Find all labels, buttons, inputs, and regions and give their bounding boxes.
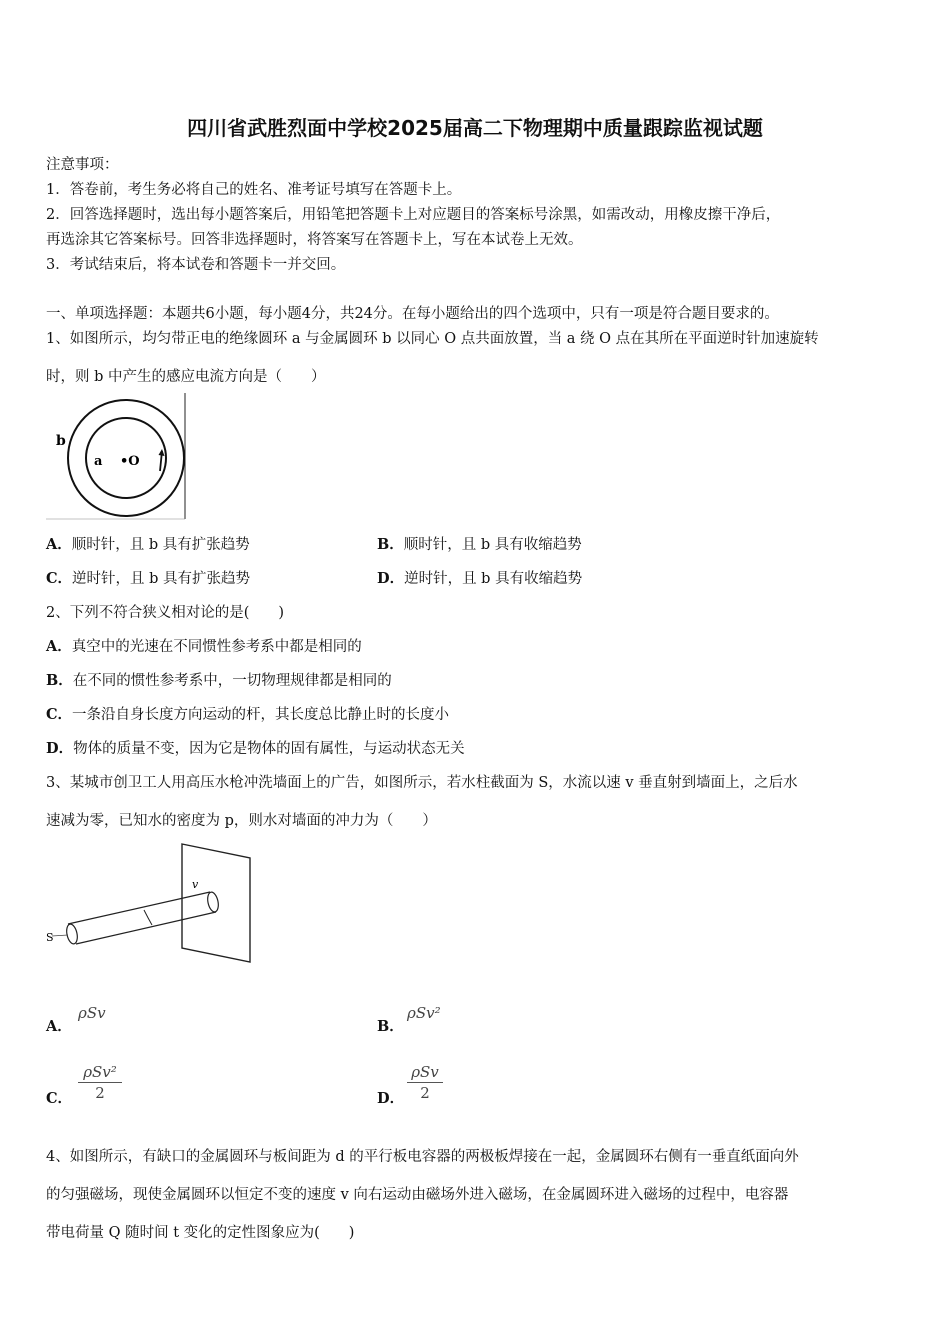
q3-option-c-denominator: 2	[78, 1082, 122, 1102]
notice-heading: 注意事项：	[46, 157, 119, 173]
label-v: v	[192, 878, 199, 891]
section-heading: 一、单项选择题：本题共6小题，每小题4分，共24分。在每小题给出的四个选项中，只有一项是符合题目要求的。	[46, 306, 779, 322]
q3-option-c-fraction	[78, 1063, 122, 1102]
q2-option-d-text: 物体的质量不变，因为它是物体的固有属性，与运动状态无关	[73, 741, 465, 757]
label-o: •O	[120, 454, 140, 469]
notice-item-1: 1．答卷前，考生务必将自己的姓名、准考证号填写在答题卡上。	[46, 182, 462, 198]
page-title: 四川省武胜烈面中学校2025届高二下物理期中质量跟踪监视试题	[187, 116, 763, 140]
q2-option-c[interactable]	[46, 703, 449, 724]
q4-stem-line1: 4、如图所示，有缺口的金属圆环与板间距为 d 的平行板电容器的两极板焊接在一起，金属圆环右侧有一垂直纸面向外	[46, 1149, 799, 1165]
q1-option-c-text: 逆时针，且 b 具有扩张趋势	[72, 571, 251, 587]
q2-option-a-label: A．	[46, 638, 72, 655]
q1-option-d-label: D．	[377, 570, 405, 587]
notice-item-2: 2．回答选择题时，选出每小题答案后，用铅笔把答题卡上对应题目的答案标号涂黑，如需改动，用橡皮擦干净后，	[46, 207, 781, 223]
q1-stem-line1: 1、如图所示，均匀带正电的绝缘圆环 a 与金属圆环 b 以同心 O 点共面放置，当 a 绕 O 点在其所在平面逆时针加速旋转	[46, 331, 819, 347]
q3-option-b-formula: ρSv²	[407, 1004, 441, 1022]
notice-item-3: 3．考试结束后，将本试卷和答题卡一并交回。	[46, 257, 346, 273]
q3-option-d[interactable]	[377, 1087, 404, 1108]
q3-option-c-numerator: ρSv²	[83, 1063, 117, 1081]
q2-option-a[interactable]	[46, 635, 362, 656]
q3-option-a[interactable]	[46, 1015, 72, 1036]
q3-option-a-formula: ρSv	[78, 1004, 106, 1022]
label-a: a	[94, 454, 103, 469]
q3-option-c[interactable]	[46, 1087, 72, 1108]
q1-option-b-text: 顺时针，且 b 具有收缩趋势	[403, 537, 582, 553]
q2-option-c-label: C．	[46, 706, 73, 723]
q1-option-c-label: C．	[46, 570, 73, 587]
q3-stem-line1: 3、某城市创卫工人用高压水枪冲洗墙面上的广告，如图所示，若水柱截面为 S，水流以速 v 垂直射到墙面上，之后水	[46, 775, 798, 791]
q2-option-b-label: B．	[46, 672, 73, 689]
q2-option-b-text: 在不同的惯性参考系中，一切物理规律都是相同的	[72, 673, 392, 689]
q4-stem-line2: 的匀强磁场，现使金属圆环以恒定不变的速度 v 向右运动由磁场外进入磁场，在金属圆环进入磁场的过程中，电容器	[46, 1187, 789, 1203]
q2-option-d-label: D．	[46, 740, 74, 757]
q2-option-c-text: 一条沿自身长度方向运动的杆，其长度总比静止时的长度小	[72, 707, 450, 723]
q1-option-b-label: B．	[377, 536, 404, 553]
label-s: S	[46, 931, 54, 944]
q3-option-a-label: A．	[46, 1018, 72, 1035]
label-b: b	[56, 433, 66, 449]
q3-option-b-label: B．	[377, 1018, 404, 1035]
q1-option-d-text: 逆时针，且 b 具有收缩趋势	[404, 571, 583, 587]
q4-stem-line3: 带电荷量 Q 随时间 t 变化的定性图象应为( )	[46, 1225, 355, 1241]
q3-water-jet-figure	[46, 840, 266, 968]
q1-stem-line2: 时，则 b 中产生的感应电流方向是（ ）	[46, 369, 326, 385]
q3-stem-line2: 速减为零，已知水的密度为 p，则水对墙面的冲力为（ ）	[46, 813, 437, 829]
q2-option-b[interactable]	[46, 669, 392, 690]
q3-option-b[interactable]	[377, 1015, 404, 1036]
q2-stem: 2、下列不符合狭义相对论的是( )	[46, 605, 285, 621]
q3-option-d-numerator: ρSv	[411, 1063, 439, 1081]
q3-option-c-label: C．	[46, 1090, 73, 1107]
q1-option-b[interactable]	[377, 533, 582, 554]
q1-option-d[interactable]	[377, 567, 582, 588]
q2-option-d[interactable]	[46, 737, 465, 758]
q3-option-d-label: D．	[377, 1090, 405, 1107]
q3-option-d-fraction	[407, 1063, 443, 1102]
q2-option-a-text: 真空中的光速在不同惯性参考系中都是相同的	[71, 639, 362, 655]
notice-item-2-cont: 再选涂其它答案标号。回答非选择题时，将答案写在答题卡上，写在本试卷上无效。	[46, 232, 583, 248]
q3-option-d-denominator: 2	[407, 1082, 443, 1102]
q1-option-a[interactable]	[46, 533, 250, 554]
q1-option-c[interactable]	[46, 567, 250, 588]
q1-rings-figure	[46, 393, 188, 521]
q1-option-a-text: 顺时针，且 b 具有扩张趋势	[71, 537, 250, 553]
q1-option-a-label: A．	[46, 536, 72, 553]
